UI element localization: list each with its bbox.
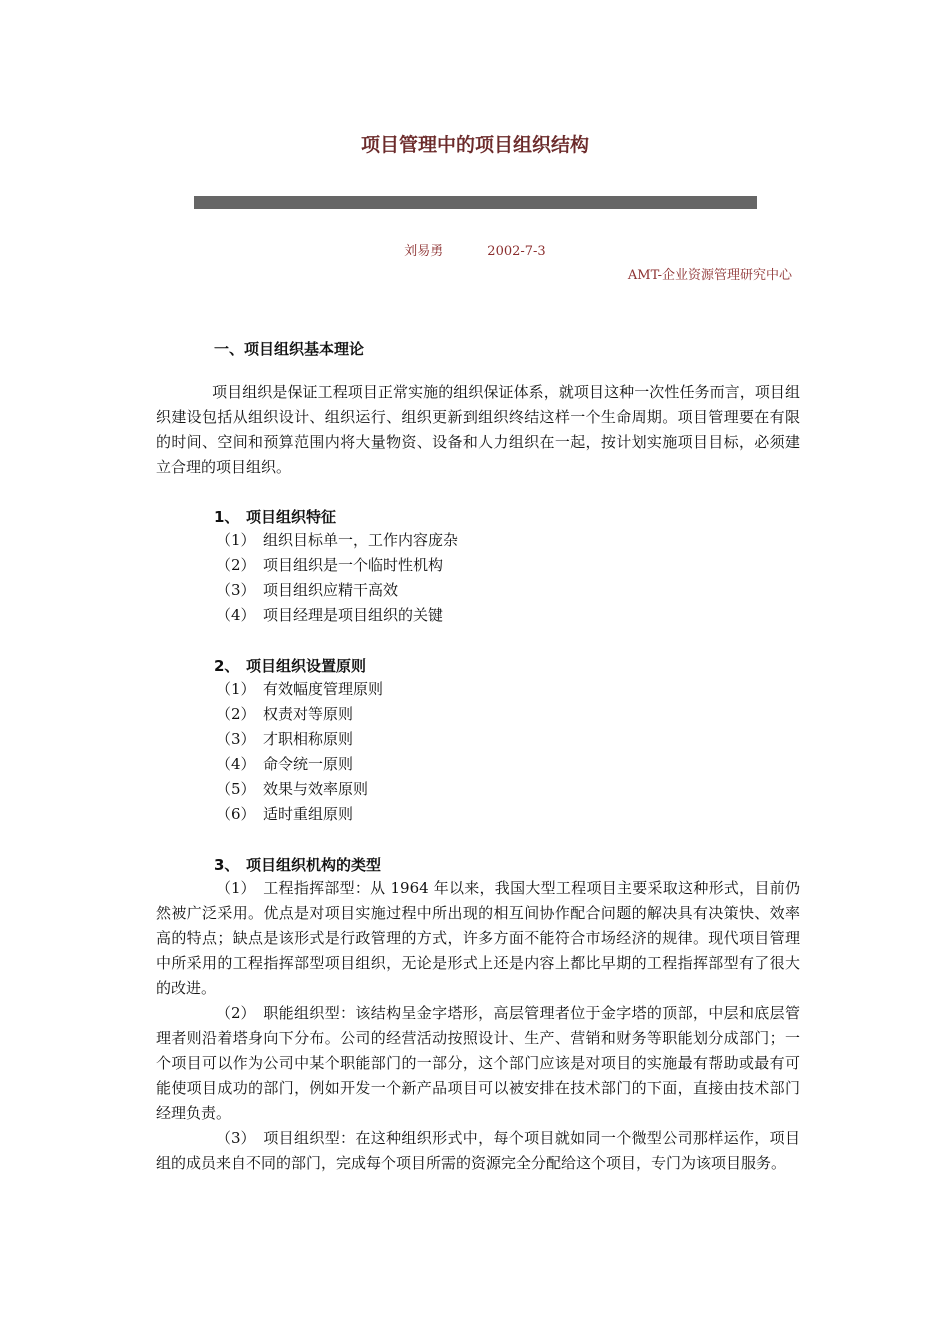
principle-list — [216, 677, 383, 827]
subsection-title: 项目组织设置原则 — [246, 657, 367, 675]
list-item: （4） 命令统一原则 — [216, 755, 354, 773]
type-paragraph-1: （1） 工程指挥部型：从 1964 年以来，我国大型工程项目主要采取这种形式，目前仍然被广泛采用。优点是对项目实施过程中所出现的相互间协作配合问题的解决具有决策快、效率高的特点；缺点是该形式是行政管理的方式，许多方面不能符合市场经济的规律。现代项目管理中所采用的工程指挥部型项目组织，无论是形式上还是内容上都比早期的工程指挥部型有了很大的改进。 — [156, 879, 800, 997]
list-item: （6） 适时重组原则 — [216, 805, 354, 823]
section-heading: 一、项目组织基本理论 — [214, 340, 365, 358]
intro-paragraph — [156, 380, 800, 480]
subsection-heading-1 — [214, 506, 336, 527]
subsection-heading-3 — [214, 854, 381, 875]
list-item: （4） 项目经理是项目组织的关键 — [216, 606, 444, 624]
type-paragraph-3: （3） 项目组织型：在这种组织形式中，每个项目就如同一个微型公司那样运作，项目组的成员来自不同的部门，完成每个项目所需的资源完全分配给这个项目，专门为该项目服务。 — [156, 1129, 800, 1172]
list-item: （1） 有效幅度管理原则 — [216, 680, 384, 698]
byline — [0, 240, 950, 259]
subsection-number: 2、 — [214, 657, 240, 675]
list-item: （1） 组织目标单一，工作内容庞杂 — [216, 531, 459, 549]
list-item: （2） 项目组织是一个临时性机构 — [216, 556, 444, 574]
publish-date: 2002-7-3 — [487, 244, 546, 259]
document-title: 项目管理中的项目组织结构 — [360, 134, 589, 156]
list-item: （3） 项目组织应精干高效 — [216, 581, 399, 599]
organization: AMT-企业资源管理研究中心 — [627, 268, 792, 283]
feature-list — [216, 528, 458, 628]
subsection-title: 项目组织机构的类型 — [246, 856, 382, 874]
list-item: （3） 才职相称原则 — [216, 730, 354, 748]
list-item: （2） 权责对等原则 — [216, 705, 354, 723]
subsection-number: 3、 — [214, 856, 240, 874]
author: 刘易勇 — [404, 244, 444, 259]
subsection-number: 1、 — [214, 508, 240, 526]
type-paragraph-2: （2） 职能组织型：该结构呈金字塔形，高层管理者位于金字塔的顶部，中层和底层管理者则沿着塔身向下分布。公司的经营活动按照设计、生产、营销和财务等职能划分成部门；一个项目可以作为公司中某个职能部门的一部分，这个部门应该是对项目的实施最有帮助或最有可能使项目成功的部门，例如开发一个新产品项目可以被安排在技术部门的下面，直接由技术部门经理负责。 — [156, 1004, 800, 1122]
subsection-title: 项目组织特征 — [246, 508, 337, 526]
list-item: （5） 效果与效率原则 — [216, 780, 369, 798]
subsection-heading-2 — [214, 655, 366, 676]
intro-text: 项目组织是保证工程项目正常实施的组织保证体系，就项目这种一次性任务而言，项目组织建设包括从组织设计、组织运行、组织更新到组织终结这样一个生命周期。项目管理要在有限的时间、空间和预算范围内将大量物资、设备和人力组织在一起，按计划实施项目目标，必须建立合理的项目组织。 — [156, 383, 800, 476]
title-divider — [194, 196, 757, 209]
